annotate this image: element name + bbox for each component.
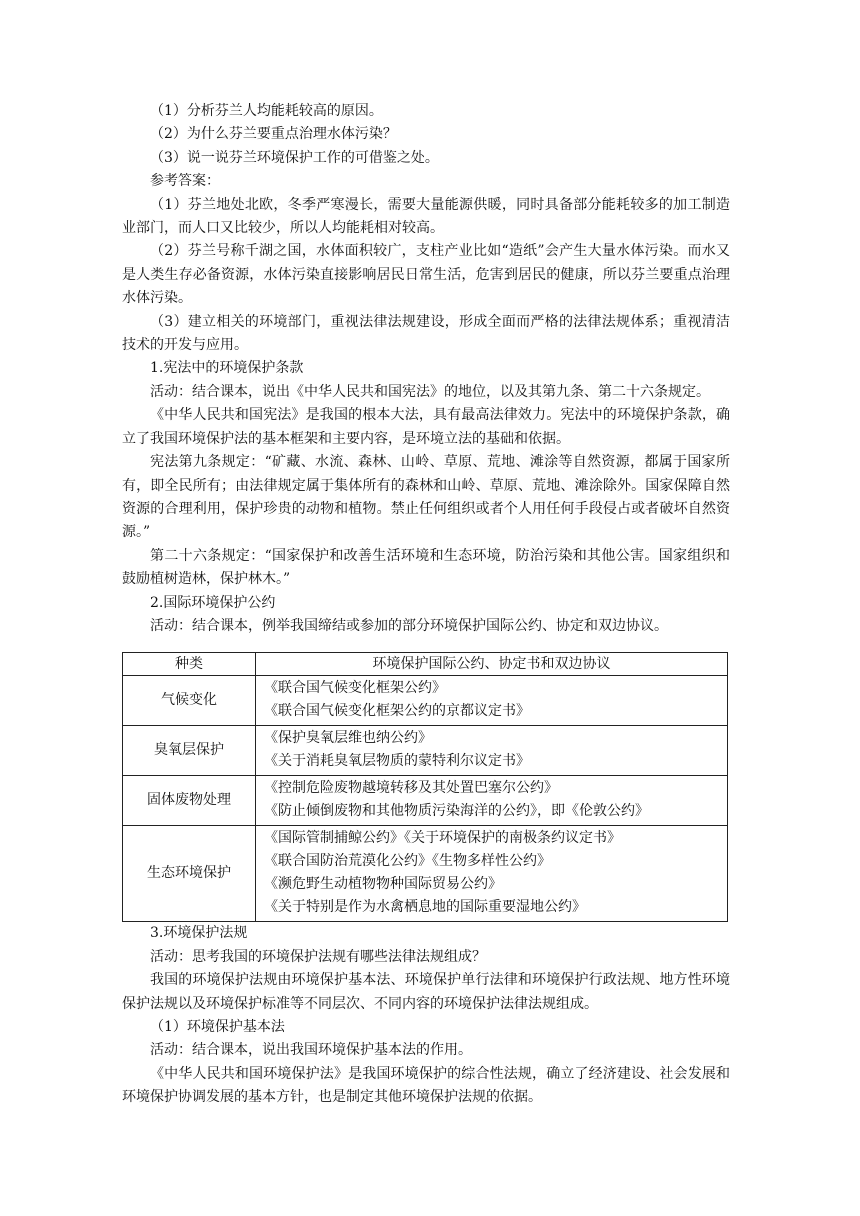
activity-international: 活动：结合课本，例举我国缔结或参加的部分环境保护国际公约、协定和双边协议。 bbox=[150, 617, 668, 634]
section-heading-constitution: 1.宪法中的环境保护条款 bbox=[150, 360, 304, 377]
table-cell-items bbox=[256, 676, 728, 726]
treaty-item: 《控制危险废物越境转移及其处置巴塞尔公约》 bbox=[264, 780, 558, 797]
treaty-item: 《防止倾倒废物和其他物质污染海洋的公约》，即《伦敦公约》 bbox=[264, 803, 649, 820]
table-header-items: 环境保护国际公约、协定书和双边协议 bbox=[256, 653, 728, 676]
treaty-item: 《联合国气候变化框架公约》 bbox=[264, 680, 446, 697]
article-9-paragraph: 宪法第九条规定：“矿藏、水流、森林、山岭、草原、荒地、滩涂等自然资源，都属于国家所有，即全民所有；由法律规定属于集体所有的森林和山岭、草原、荒地、滩涂除外。国家保障自然资源的合理利用，保护珍贵的动物和植物。禁止任何组织或者个人用任何手段侵占或者破坏自然资源。” bbox=[122, 454, 730, 541]
treaty-table bbox=[122, 652, 728, 922]
activity-regulations: 活动：思考我国的环境保护法规有哪些法律法规组成？ bbox=[150, 948, 486, 965]
table-cell-items bbox=[256, 726, 728, 776]
table-cell-category: 固体废物处理 bbox=[123, 776, 256, 826]
treaty-item: 《关于特别是作为水禽栖息地的国际重要湿地公约》 bbox=[264, 899, 586, 916]
treaty-item: 《濒危野生动植物物种国际贸易公约》 bbox=[264, 876, 502, 893]
constitution-paragraph: 《中华人民共和国宪法》是我国的根本大法，具有最高法律效力。宪法中的环境保护条款，确立了我国环境保护法的基本框架和主要内容，是环境立法的基础和依据。 bbox=[122, 407, 730, 447]
activity-constitution: 活动：结合课本，说出《中华人民共和国宪法》的地位，以及其第九条、第二十六条规定。 bbox=[150, 383, 710, 400]
activity-basic-law: 活动：结合课本，说出我国环境保护基本法的作用。 bbox=[150, 1042, 472, 1059]
basic-law-paragraph: 《中华人民共和国环境保护法》是我国环境保护的综合性法规，确立了经济建设、社会发展和环境保护协调发展的基本方针，也是制定其他环境保护法规的依据。 bbox=[122, 1065, 730, 1106]
question-1: （1）分析芬兰人均能耗较高的原因。 bbox=[150, 103, 383, 119]
document-page bbox=[122, 100, 730, 1110]
table-cell-items bbox=[256, 776, 728, 826]
treaty-item: 《联合国气候变化框架公约的京都议定书》 bbox=[264, 703, 530, 720]
question-3: （3）说一说芬兰环境保护工作的可借鉴之处。 bbox=[150, 149, 439, 166]
answer-1: （1）芬兰地处北欧，冬季严寒漫长，需要大量能源供暖，同时具备部分能耗较多的加工制造业部门，而人口又比较少，所以人均能耗相对较高。 bbox=[122, 196, 730, 237]
answer-2: （2）芬兰号称千湖之国，水体面积较广，支柱产业比如“造纸”会产生大量水体污染。而水又是人类生存必备资源，水体污染直接影响居民日常生活，危害到居民的健康，所以芬兰要重点治理水体污染。 bbox=[122, 243, 730, 307]
answer-3: （3）建立相关的环境部门，重视法律法规建设，形成全面而严格的法律法规体系；重视清洁技术的开发与应用。 bbox=[122, 313, 730, 354]
treaty-item: 《保护臭氧层维也纳公约》 bbox=[264, 730, 432, 747]
table-cell-category: 生态环境保护 bbox=[123, 826, 256, 922]
table-header-row bbox=[123, 653, 728, 676]
treaty-item: 《联合国防治荒漠化公约》《生物多样性公约》 bbox=[264, 853, 551, 870]
table-row bbox=[123, 776, 728, 826]
table-row bbox=[123, 826, 728, 922]
question-2: （2）为什么芬兰要重点治理水体污染？ bbox=[150, 126, 397, 143]
table-cell-category: 气候变化 bbox=[123, 676, 256, 726]
treaty-item: 《国际管制捕鲸公约》《关于环境保护的南极条约议定书》 bbox=[264, 830, 621, 847]
table-header-category: 种类 bbox=[123, 653, 256, 676]
section-heading-international: 2.国际环境保护公约 bbox=[150, 594, 276, 611]
subheading-basic-law: （1）环境保护基本法 bbox=[150, 1018, 285, 1035]
article-26-paragraph: 第二十六条规定：“国家保护和改善生活环境和生态环境，防治污染和其他公害。国家组织和鼓励植树造林，保护林木。” bbox=[122, 547, 730, 588]
table-row bbox=[123, 676, 728, 726]
regulations-paragraph: 我国的环境保护法规由环境保护基本法、环境保护单行法律和环境保护行政法规、地方性环境保护法规以及环境保护标准等不同层次、不同内容的环境保护法律法规组成。 bbox=[122, 972, 730, 1012]
treaty-item: 《关于消耗臭氧层物质的蒙特利尔议定书》 bbox=[264, 753, 530, 770]
bottom-section bbox=[122, 922, 730, 1109]
table-cell-items bbox=[256, 826, 728, 922]
answer-heading: 参考答案： bbox=[150, 173, 220, 190]
table-cell-category: 臭氧层保护 bbox=[123, 726, 256, 776]
table-row bbox=[123, 726, 728, 776]
section-heading-regulations: 3.环境保护法规 bbox=[150, 925, 248, 942]
